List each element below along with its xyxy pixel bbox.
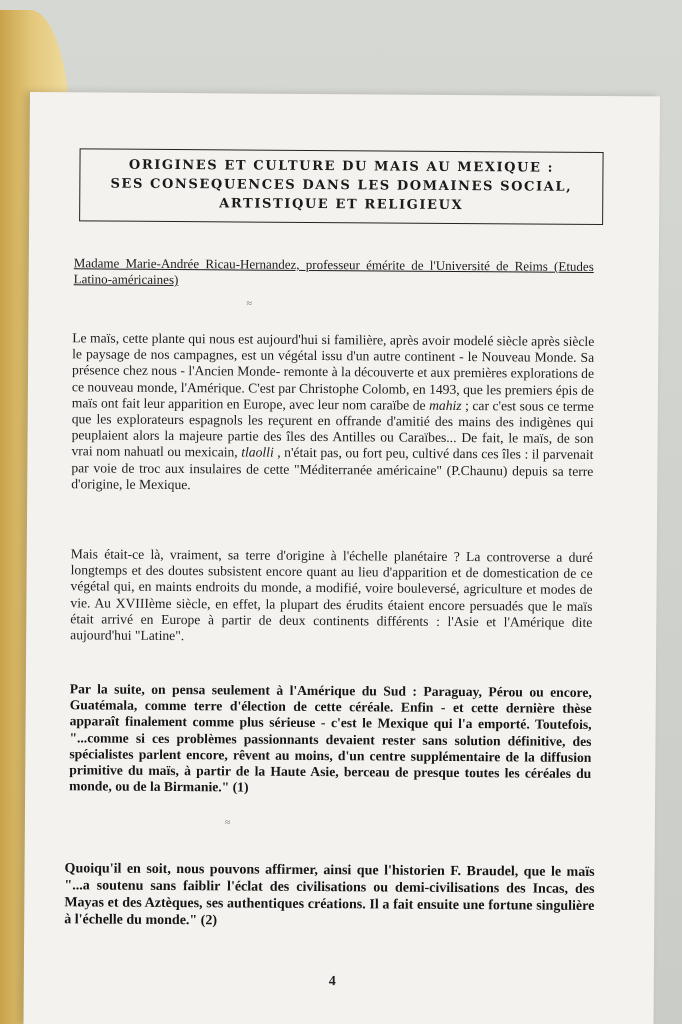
- title-line-3: ARTISTIQUE ET RELIGIEUX: [219, 196, 464, 214]
- term-tlaolli: tlaolli: [241, 444, 274, 461]
- paragraph-3: Par la suite, on pensa seulement à l'Amérique du Sud : Paraguay, Pérou ou encore, Guatémala, comme terre d'élection de cette céréale. Enfin - et cette dernière thèse apparaît finalement comme plus sérieuse - c'est le Mexique qui l'a emporté. Toutefois, "...comme si ces problèmes passionnants devaient rester sans solution définitive, des spécialistes parlent encore, rêvent au moins, d'un centre supplémentaire de la diffusion primitive du maïs, à partir de la Haute Asie, berceau de presque toutes les céréales du monde, ou de la Birmanie." (1): [69, 681, 592, 795]
- document-page: [23, 92, 659, 1024]
- paragraph-1: [71, 330, 594, 496]
- term-mahiz: mahiz: [429, 397, 462, 413]
- page-number: 4: [328, 974, 336, 990]
- smudge-mark: ≈: [246, 298, 253, 310]
- title-box: [79, 148, 603, 225]
- title-line-1: ORIGINES ET CULTURE DU MAIS AU MEXIQUE :: [128, 157, 555, 176]
- smudge-mark-2: ≈: [224, 817, 231, 829]
- paragraph-1-text-c: , n'était pas, ou fort peu, cultivé dans ces îles : il parvenait par voie de troc aux insulaires de cette "Méditerranée américaine" (P.Chaunu) depuis sa terre d'origine, le Mexique.: [71, 445, 594, 492]
- title-line-2: SES CONSEQUENCES DANS LES DOMAINES SOCIAL,: [110, 176, 573, 195]
- paragraph-2: Mais était-ce là, vraiment, sa terre d'origine à l'échelle planétaire ? La controverse a duré longtemps et des doutes subsistent encore quant au lieu d'apparition et de domestication de ce végétal qui, en maints endroits du monde, a modifié, voire bouleversé, agriculture et modes de vie. Au XVIIIème siècle, en effet, la plupart des érudits étaient encore persuadés que le maïs était arrivé en Europe à partir de deux continents différents : l'Asie et l'Amérique dite aujourd'hui "Latine".: [70, 546, 593, 644]
- author-line: Madame Marie-Andrée Ricau-Hernandez, professeur émérite de l'Université de Reims (Etudes Latino-américaines): [73, 255, 594, 288]
- paragraph-1-text-b: ; car c'est sous ce terme que les explorateurs espagnols les reçurent en offrande d'amitié des mains des indigènes qui peuplaient alors la majeure partie des îles des Antilles ou Caraïbes... De fait, le maïs, de son vrai nom nahuatl ou mexicain,: [71, 397, 594, 460]
- paragraph-1-text-a: Le maïs, cette plante qui nous est aujourd'hui si familière, après avoir modelé siècle après siècle le paysage de nos campagnes, est un végétal issu d'un autre continent - le Nouveau Monde. Sa présence chez nous - l'Ancien Monde- remonte à la découverte et aux premières explorations de ce nouveau monde, l'Amérique. C'est par Christophe Colomb, en 1493, que les premiers épis de maïs ont fait leur apparition en Europe, avec leur nom caraïbe de: [71, 330, 595, 413]
- paragraph-4: Quoiqu'il en soit, nous pouvons affirmer, ainsi que l'historien F. Braudel, que le maïs "...a soutenu sans faiblir l'éclat des civilisations ou demi-civilisations des Incas, des Mayas et des Aztèques, ses authentiques créations. Il a fait ensuite une fortune singulière à l'échelle du monde." (2): [64, 861, 595, 929]
